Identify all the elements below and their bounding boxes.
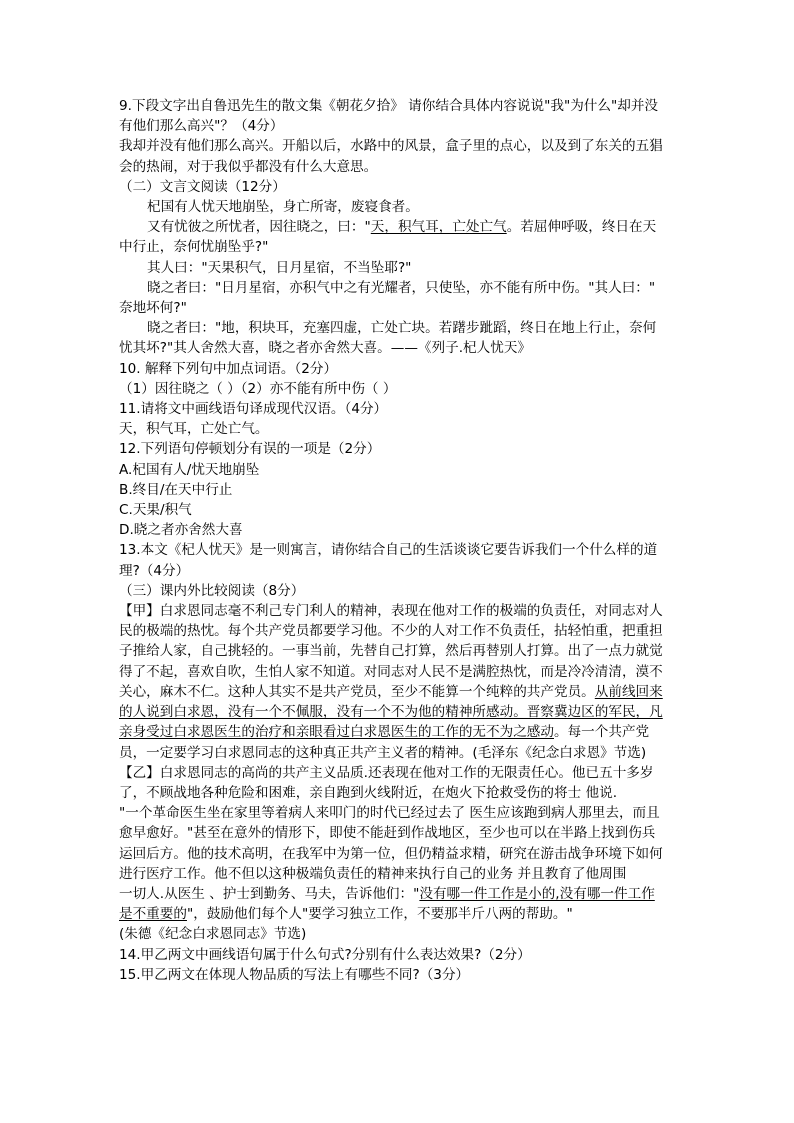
q11-sentence: 天，积气耳，亡处亡气。	[119, 421, 269, 438]
jia-underlined-start: 从前线回来	[594, 683, 663, 700]
classical-para3: 其人曰："天果积气，日月星宿，不当坠耶?"	[147, 259, 412, 276]
classical-para2-text-b: 。若屈伸呼吸，终日在天	[506, 219, 657, 236]
jia-underlined-end: 亲身受过白求恩医生的治疗和亲眼看过白求恩医生的工作的无不为之感动	[119, 724, 554, 741]
q10-items: （1）因往晓之（ ）（2）亦不能有所中伤（ ）	[119, 380, 397, 397]
jia-underlined-mid: 的人说到白求恩，没有一个不佩服，没有一个不为他的精神所感动。晋察冀边区的军民，凡	[119, 704, 663, 721]
jia-line7	[119, 722, 679, 742]
q13-prompt-line2: 理?（4分）	[119, 562, 190, 579]
yi-line2: 了，不顾战地各种危险和困难，亲自跑到火线附近，在炮火下抢救受伤的将士 他说.	[119, 784, 618, 801]
q12-option-c: C.天果/积气	[119, 502, 192, 519]
yi-line8-text: "，鼓励他们每个人"要学习独立工作，不要那半斤八两的帮助。"	[186, 906, 573, 923]
yi-line3: "一个革命医生坐在家里等着病人来叩门的时代已经过去了 医生应该跑到病人那里去，而且	[119, 805, 660, 822]
classical-para5-line2: 忧其坏?"其人舍然大喜，晓之者亦舍然大喜。——《列子.杞人忧天》	[119, 340, 532, 357]
yi-underlined-start: 没有哪一件工作是小的,没有哪一件工作	[419, 885, 655, 902]
yi-underlined-end: 是不重要的	[119, 906, 187, 923]
q9-quote-line2: 会的热闹，对于我似乎都没有什么大意思。	[119, 158, 378, 175]
classical-para2-text-a: 又有忧彼之所忧者，因往晓之，曰："	[147, 219, 371, 236]
jia-line8: 员，一定要学习白求恩同志的这种真正共产主义者的精神。(毛泽东《纪念白求恩》节选)	[119, 744, 647, 761]
section2-heading: （二）文言文阅读（12分）	[119, 178, 286, 195]
classical-para5-line1: 晓之者曰："地，积块耳，充塞四虚，亡处亡块。若躇步跐蹈，终日在地上行止，奈何	[147, 320, 657, 337]
yi-line7-text: 一切人.从医生 、护士到勤务、马夫，告诉他们："	[119, 885, 420, 902]
yi-line7	[119, 884, 679, 904]
jia-line1: 【甲】白求恩同志毫不利己专门利人的精神，表现在他对工作的极端的负责任，对同志对人	[119, 603, 663, 620]
jia-line4: 得了不起，喜欢自吹，生怕人家不知道。对同志对人民不是满腔热忱，而是冷冷清清，漠不	[119, 663, 663, 680]
jia-line5	[119, 682, 679, 702]
jia-line5-text: 关心，麻木不仁。这种人其实不是共产党员，至少不能算一个纯粹的共产党员。	[119, 683, 595, 700]
underlined-sentence: 天，积气耳，亡处亡气	[370, 219, 507, 236]
jia-line3: 子推给人家，自己挑轻的。一事当前，先替自己打算，然后再替别人打算。出了一点力就觉	[119, 643, 663, 660]
section3-heading: （三）课内外比较阅读（8分）	[119, 582, 305, 599]
classical-para1: 杞国有人忧天地崩坠，身亡所寄，废寝食者。	[147, 199, 419, 216]
classical-para4-line1: 晓之者曰："日月星宿，亦积气中之有光耀者，只使坠，亦不能有所中伤。"其人曰："	[147, 279, 656, 296]
exam-page	[119, 96, 679, 985]
q9-quote-line1: 我却并没有他们那么高兴。开船以后，水路中的风景，盒子里的点心，以及到了东关的五猖	[119, 138, 663, 155]
classical-para2-line2: 中行止，奈何忧崩坠乎?"	[119, 239, 269, 256]
q12-option-b: B.终目/在天中行止	[119, 481, 233, 498]
yi-source: (朱德《纪念白求恩同志》节选)	[119, 926, 307, 943]
classical-para4-line2: 奈地坏何?"	[119, 300, 187, 317]
q12-option-d: D.晓之者亦舍然大喜	[119, 522, 243, 539]
q13-prompt-line1: 13.本文《杞人忧天》是一则寓言，请你结合自己的生活谈谈它要告诉我们一个什么样的道	[119, 542, 658, 559]
yi-line4: 愈早愈好。"甚至在意外的情形下，即使不能赶到作战地区，至少也可以在半路上找到伤兵	[119, 825, 656, 842]
q15-prompt: 15.甲乙两文在体现人物品质的写法上有哪些不同?（3分）	[119, 966, 470, 983]
q10-prompt: 10. 解释下列句中加点词语。（2分）	[119, 360, 338, 377]
yi-line5: 运回后方。他的技术高明，在我军中为第一位，但仍精益求精，研究在游击战争环境下如何	[119, 845, 663, 862]
yi-line1: 【乙】白求恩同志的高尚的共产主义品质.还表现在他对工作的无限责任心。他已五十多岁	[119, 764, 654, 781]
q11-prompt: 11.请将文中画线语句译成现代汉语。（4分）	[119, 401, 388, 418]
classical-para2-line1	[119, 217, 679, 237]
q14-prompt: 14.甲乙两文中画线语句属于什么句式?分别有什么表达效果?（2分）	[119, 946, 531, 963]
q12-option-a: A.杞国有人/忧天地崩坠	[119, 461, 260, 478]
jia-line2: 民的极端的热忱。每个共产党员都要学习他。不少的人对工作不负责任，拈轻怕重，把重担	[119, 623, 663, 640]
q9-prompt-line2: 有他们那么高兴"？（4分）	[119, 118, 284, 135]
q12-prompt: 12.下列语句停顿划分有误的一项是（2分）	[119, 441, 381, 458]
yi-line6: 进行医疗工作。他不但以这种极端负责任的精神来执行自己的业务 并且教育了他周围	[119, 865, 627, 882]
jia-line6	[119, 702, 679, 722]
jia-line7-text: 。每一个共产党	[554, 724, 650, 741]
yi-line8	[119, 904, 679, 924]
q9-prompt-line1: 9.下段文字出自鲁迅先生的散文集《朝花夕拾》 请你结合具体内容说说"我"为什么"却并没	[119, 98, 659, 114]
